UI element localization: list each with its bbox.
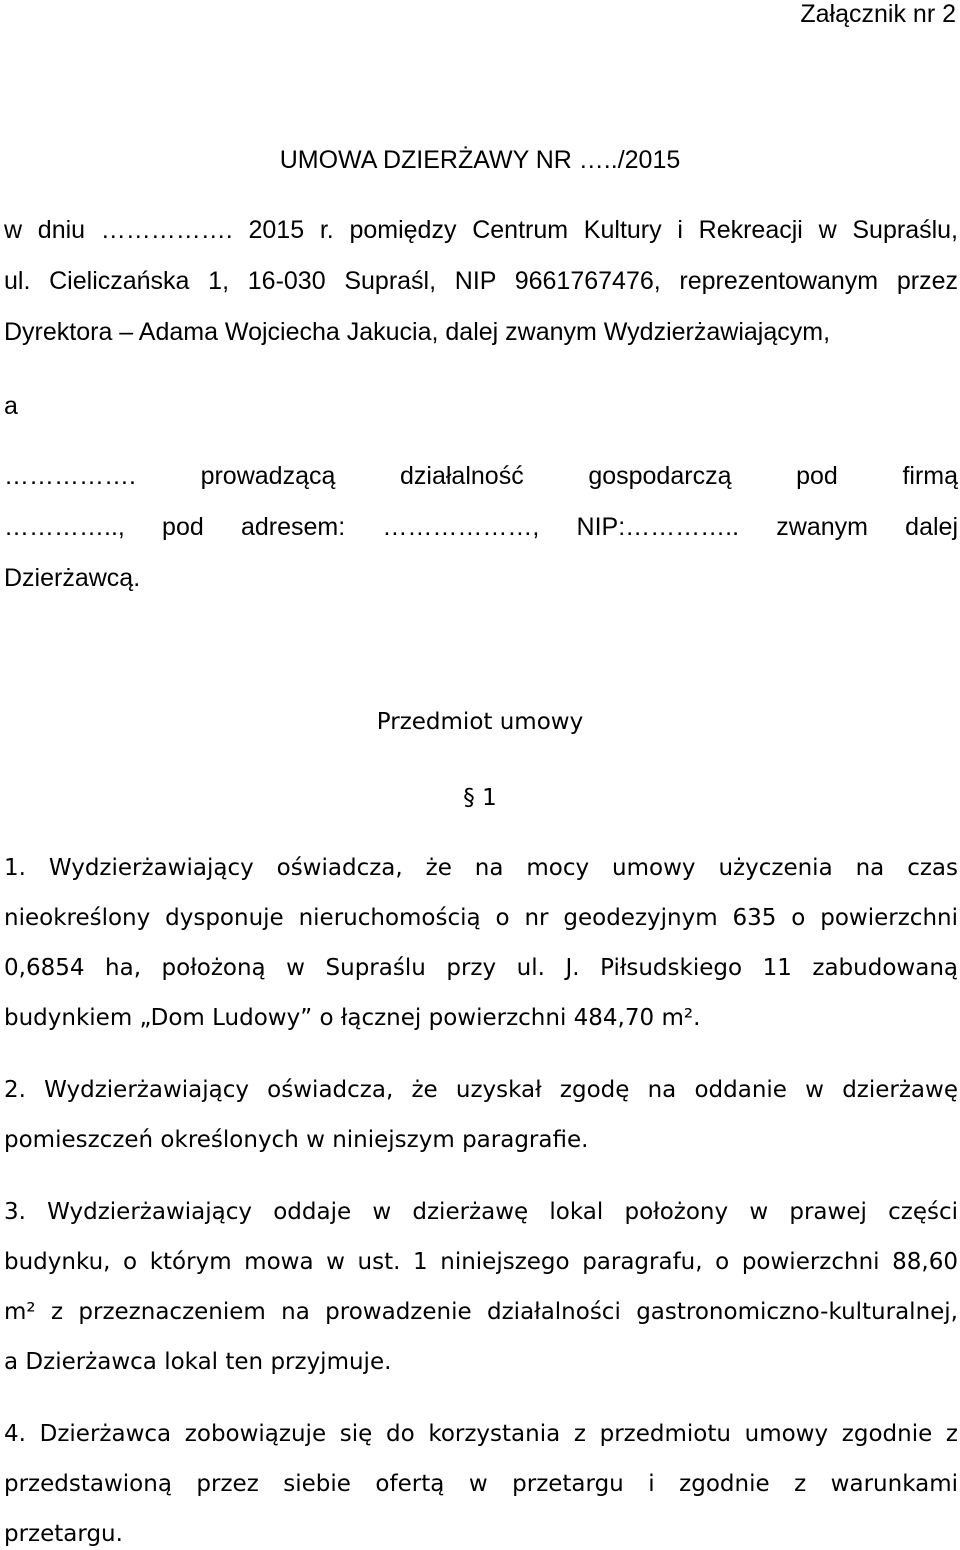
clause-line: 1. Wydzierżawiający oświadcza, że na mocy umowy użyczenia na czas [4,855,958,881]
clause-line: budynku, o którym mowa w ust. 1 niniejszego paragrafu, o powierzchni 88,60 [4,1249,958,1275]
clause-line: nieokreślony dysponuje nieruchomością o nr geodezyjnym 635 o powierzchni [4,905,958,931]
attachment-label: Załącznik nr 2 [800,0,956,28]
clause-line: pomieszczeń określonych w niniejszym paragrafie. [4,1127,589,1153]
clause-line: 3. Wydzierżawiający oddaje w dzierżawę lokal położony w prawej części [4,1199,958,1225]
intro-line: w dniu ……………. 2015 r. pomiędzy Centrum Kultury i Rekreacji w Supraślu, [4,216,958,244]
intro-line: ul. Cieliczańska 1, 16-030 Supraśl, NIP 9661767476, reprezentowanym przez [4,267,958,295]
intro-line: ……………. prowadzącą działalność gospodarczą pod firmą [4,462,958,490]
clause-line: 0,6854 ha, położoną w Supraślu przy ul. J. Piłsudskiego 11 zabudowaną [4,955,958,981]
document-title: UMOWA DZIERŻAWY NR …../2015 [279,146,681,174]
clause-line: 4. Dzierżawca zobowiązuje się do korzystania z przedmiotu umowy zgodnie z [4,1421,958,1447]
section-heading: Przedmiot umowy [376,709,584,735]
clause-line: przedstawioną przez siebie ofertą w przetargu i zgodnie z warunkami [4,1471,958,1497]
clause-line: 2. Wydzierżawiający oświadcza, że uzyskał zgodę na oddanie w dzierżawę [4,1077,958,1103]
intro-line: Dyrektora – Adama Wojciecha Jakucia, dalej zwanym Wydzierżawiającym, [4,318,831,346]
clause-line: przetargu. [4,1521,123,1547]
intro-line: Dzierżawcą. [4,564,141,592]
intro-and: a [4,392,18,420]
clause-line: budynkiem „Dom Ludowy” o łącznej powierzchni 484,70 m². [4,1005,701,1031]
intro-line: ………….., pod adresem: ………………, NIP:………….. zwanym dalej [4,513,958,541]
paragraph-number: § 1 [463,785,497,811]
clause-line: m² z przeznaczeniem na prowadzenie działalności gastronomiczno-kulturalnej, [4,1299,958,1325]
clause-line: a Dzierżawca lokal ten przyjmuje. [4,1349,392,1375]
